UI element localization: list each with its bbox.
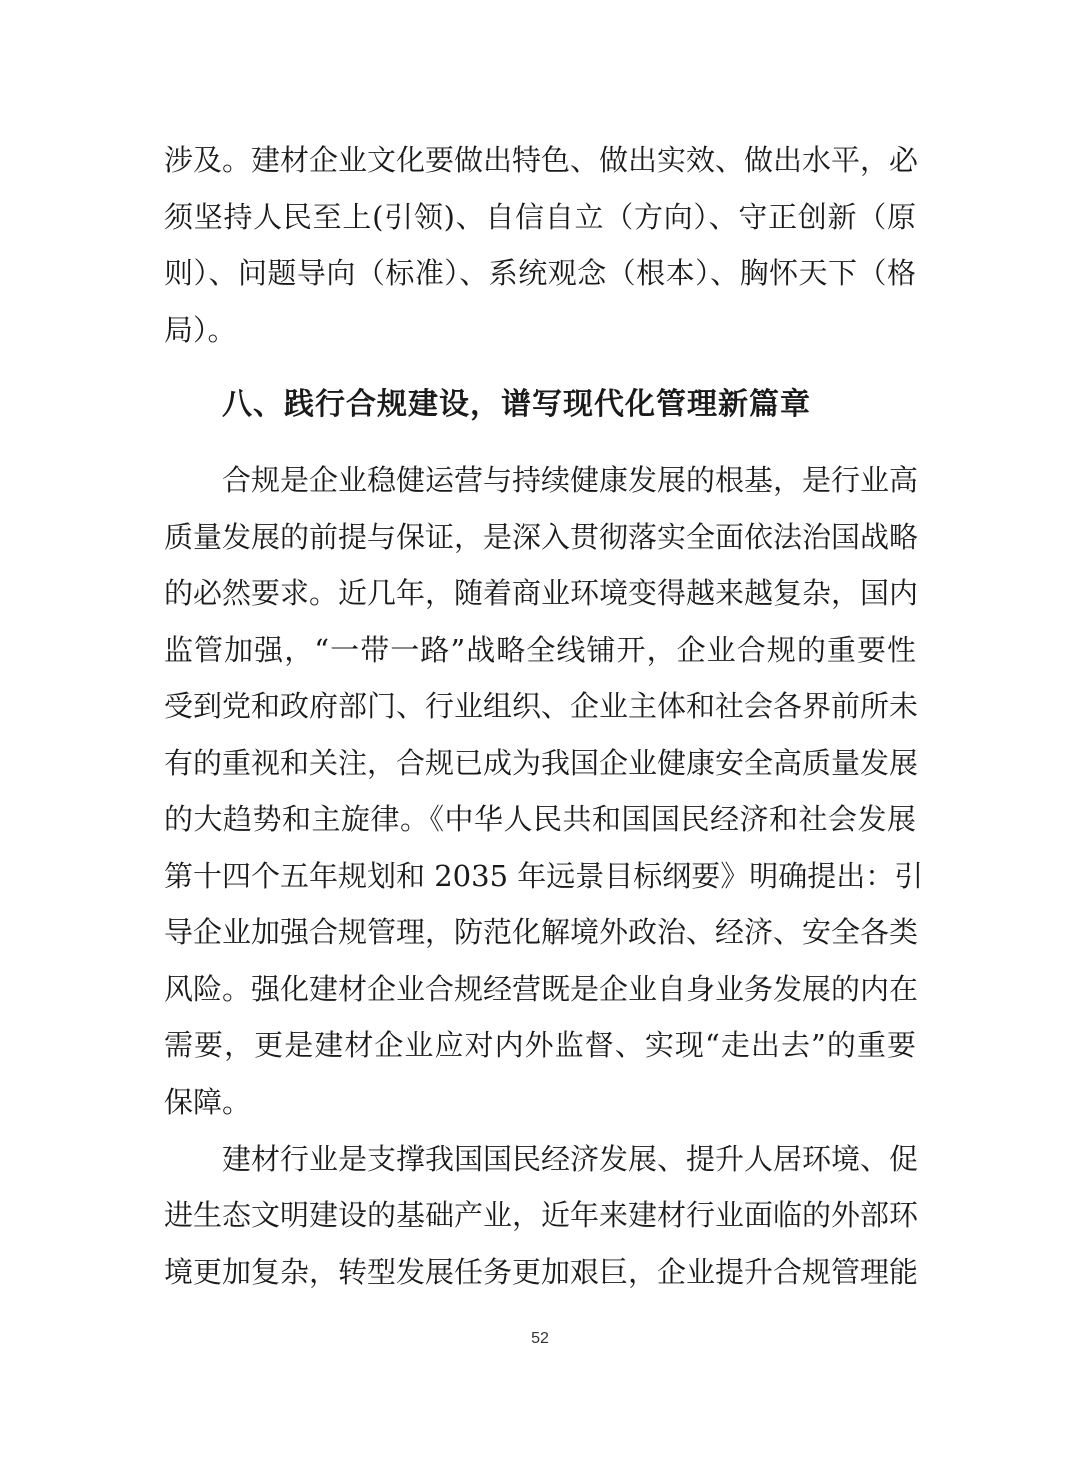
paragraph-line: 受到党和政府部门、行业组织、企业主体和社会各界前所未	[164, 689, 919, 723]
paragraph-line: 保障。	[164, 1085, 252, 1119]
paragraph-line: 建材行业是支撑我国国民经济发展、提升人居环境、促	[222, 1142, 919, 1176]
section-heading: 八、践行合规建设，谱写现代化管理新篇章	[222, 387, 811, 422]
paragraph-line: 有的重视和关注，合规已成为我国企业健康安全高质量发展	[164, 746, 919, 780]
paragraph-line: 第十四个五年规划和 2035 年远景目标纲要》明确提出：引	[164, 859, 924, 893]
paragraph-line: 进生态文明建设的基础产业，近年来建材行业面临的外部环	[164, 1198, 919, 1232]
paragraph-line: 的必然要求。近几年，随着商业环境变得越来越复杂，国内	[164, 576, 919, 610]
paragraph-line: 需要，更是建材企业应对内外监督、实现“走出去”的重要	[164, 1028, 916, 1062]
paragraph-line: 合规是企业稳健运营与持续健康发展的根基，是行业高	[222, 463, 919, 497]
paragraph-line: 局）。	[164, 313, 237, 347]
paragraph-line: 质量发展的前提与保证，是深入贯彻落实全面依法治国战略	[164, 520, 919, 554]
paragraph-line: 风险。强化建材企业合规经营既是企业自身业务发展的内在	[164, 972, 919, 1006]
paragraph-line: 监管加强，“一带一路”战略全线铺开，企业合规的重要性	[164, 633, 916, 667]
paragraph-line: 的大趋势和主旋律。《中华人民共和国国民经济和社会发展	[164, 802, 916, 836]
page-number: 52	[531, 1330, 549, 1347]
paragraph-line: 须坚持人民至上(引领)、自信自立（方向）、守正创新（原	[164, 200, 916, 234]
paragraph-line: 导企业加强合规管理，防范化解境外政治、经济、安全各类	[164, 915, 919, 949]
paragraph-line: 则）、问题导向（标准）、系统观念（根本）、胸怀天下（格	[164, 256, 916, 290]
paragraph-line: 境更加复杂，转型发展任务更加艰巨，企业提升合规管理能	[164, 1255, 919, 1289]
paragraph-line: 涉及。建材企业文化要做出特色、做出实效、做出水平，必	[164, 143, 919, 177]
